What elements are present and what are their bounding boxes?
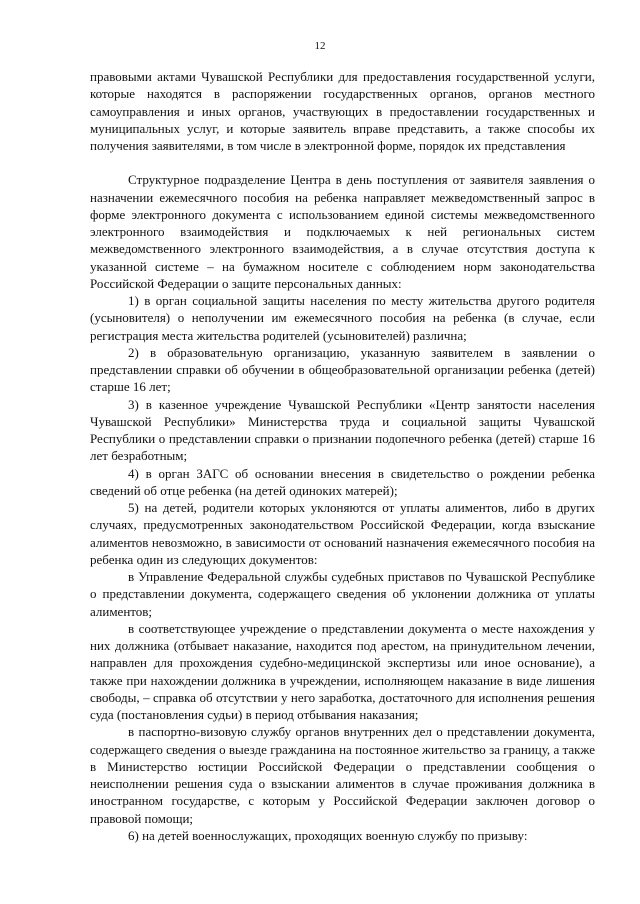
sub-item-bailiff-service: в Управление Федеральной службы судебных приставов по Чувашской Республике о представлении документа, содержащего сведения об уклонении должника от уплаты алиментов; — [90, 569, 595, 619]
page-number: 12 — [314, 40, 326, 52]
list-item-3-employment-center: 3) в казенное учреждение Чувашской Республики «Центр занятости населения Чувашской Республики» Министерства труда и социальной защиты Чувашской Республики о представлении справки о признании подопечного ребенка (детей) старше 16 лет безработным; — [90, 396, 595, 464]
list-item-1-social-protection: 1) в орган социальной защиты населения по месту жительства другого родителя (усыновителя) о неполучении им ежемесячного пособия на ребенка (в случае, если регистрация места жительства родителей (усыновителей) различна; — [90, 293, 595, 343]
list-item-6-military: 6) на детей военнослужащих, проходящих военную службу по призыву: — [128, 827, 528, 843]
sub-item-debtor-location: в соответствующее учреждение о представлении документа о месте нахождения у них должника (отбывает наказание, находится под арестом, на принудительном лечении, направлен для прохождения судебно-медицинской экспертизы или иное основание), а также при нахождении должника в учреждении, исполняющем наказание в виде лишения свободы, – справка об отсутствии у него заработка, достаточного для исполнения решения суда (постановления судьи) в период отбывания наказания; — [90, 620, 595, 722]
list-item-5-alimony: 5) на детей, родители которых уклоняются от уплаты алиментов, либо в других случаях, предусмотренных законодательством Российской Федерации, когда взыскание алиментов невозможно, в зависимости от оснований назначения ежемесячного пособия на ребенка один из следующих документов: — [90, 500, 595, 567]
document-body — [90, 68, 595, 844]
list-item-4-registry-office: 4) в орган ЗАГС об основании внесения в свидетельство о рождении ребенка сведений об отце ребенка (на детей одиноких матерей); — [90, 465, 595, 498]
sub-item-passport-visa-service: в паспортно-визовую службу органов внутренних дел о представлении документа, содержащего сведения о выезде гражданина на постоянное жительство за границу, а также в Министерство юстиции Российской Федерации о представлении сообщения о неисполнении решения суда о взыскании алиментов в случае проживания должника в иностранном государстве, с которым у Российской Федерации заключен договор о правовой помощи; — [90, 724, 595, 826]
list-item-2-education: 2) в образовательную организацию, указанную заявителем в заявлении о представлении справки об обучении в общеобразовательной организации ребенка (детей) старше 16 лет; — [90, 344, 595, 395]
paragraph-interagency-request: Структурное подразделение Центра в день поступления от заявителя заявления о назначении ежемесячного пособия на ребенка направляет межведомственный запрос в форме электронного документа с использованием единой системы межведомственного электронного взаимодействия и подключаемых к ней региональных систем межведомственного электронного взаимодействия, а в случае отсутствия доступа к указанной системе – на бумажном носителе с соблюдением норм законодательства Российской Федерации о защите персональных данных: — [90, 172, 595, 291]
paragraph-section-heading-continuation: правовыми актами Чувашской Республики для предоставления государственной услуги, которые находятся в распоряжении государственных органов, органов местного самоуправления и иных органов, участвующих в предоставлении государственных и муниципальных услуг, и которые заявитель вправе представить, а также способы их получения заявителями, в том числе в электронной форме, порядок их представления — [90, 69, 595, 153]
